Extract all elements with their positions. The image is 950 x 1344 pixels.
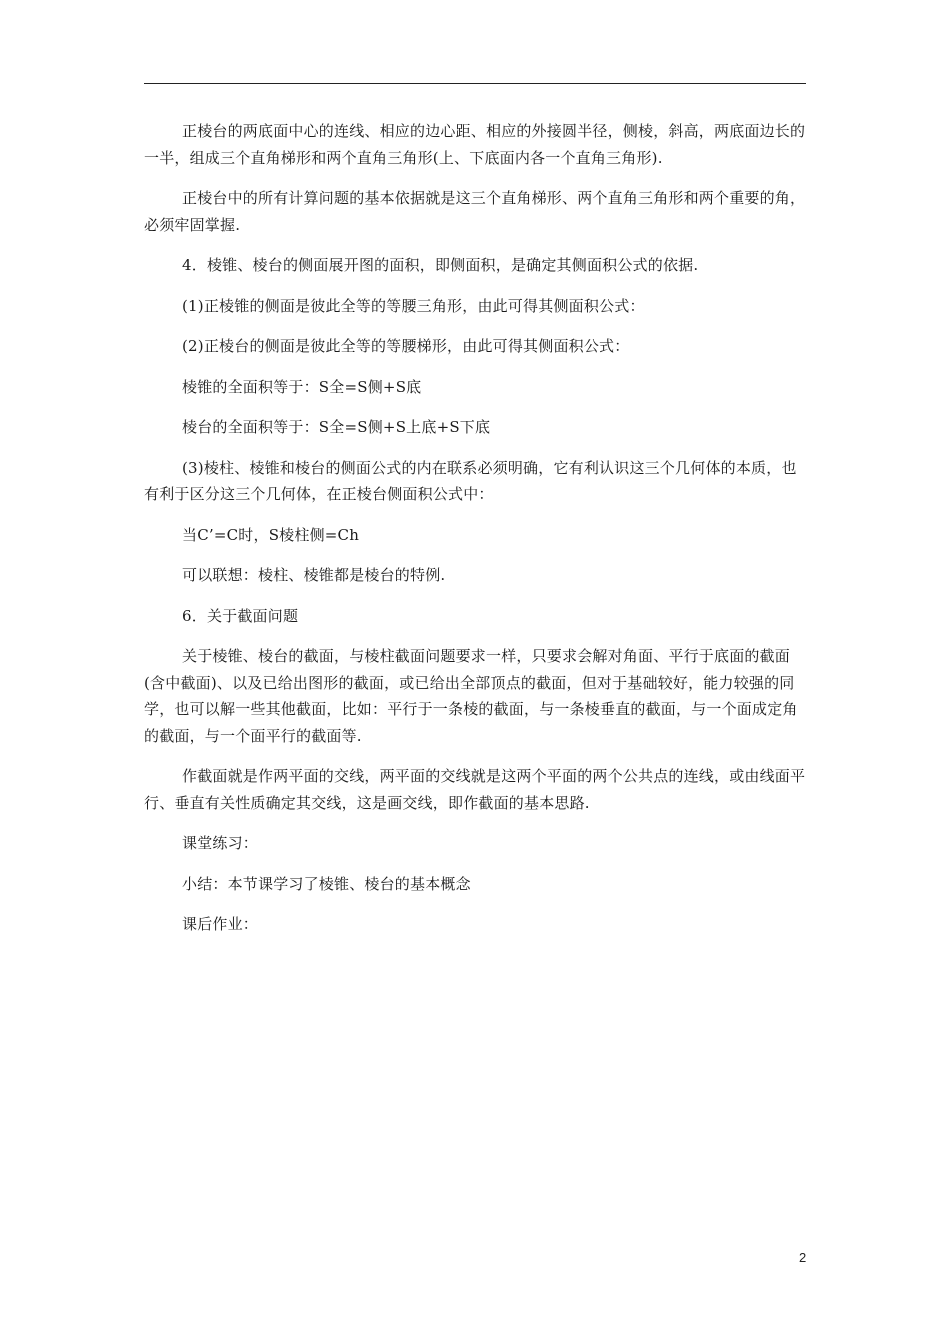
- paragraph: 课后作业：: [182, 915, 259, 933]
- section-heading: 6．关于截面问题: [182, 606, 299, 625]
- paragraph: 关于棱锥、棱台的截面，与棱柱截面问题要求一样，只要求会解对角面、平行于底面的截面(含中截面)、以及已给出图形的截面，或已给出全部顶点的截面，但对于基础较好，能力较强的同学，也可以解一些其他截面，比如：平行于一条棱的截面，与一条棱垂直的截面，与一个面成定角的截面，与一个面平行的截面等.: [144, 647, 798, 745]
- paragraph: (2)正棱台的侧面是彼此全等的等腰梯形，由此可得其侧面积公式：: [182, 337, 630, 355]
- paragraph: 棱锥的全面积等于：S全=S侧+S底: [182, 377, 422, 396]
- paragraph: 小结：本节课学习了棱锥、棱台的基本概念: [182, 874, 471, 893]
- paragraph: 作截面就是作两平面的交线，两平面的交线就是这两个平面的两个公共点的连线，或由线面平行、垂直有关性质确定其交线，这是画交线，即作截面的基本思路.: [144, 767, 806, 812]
- paragraph: 课堂练习：: [182, 834, 259, 852]
- paragraph: 正棱台的两底面中心的连线、相应的边心距、相应的外接圆半径，侧棱，斜高，两底面边长的一半，组成三个直角梯形和两个直角三角形(上、下底面内各一个直角三角形).: [144, 122, 806, 167]
- paragraph: 当C’=C时，S棱柱侧=Ch: [182, 525, 360, 544]
- paragraph: (3)棱柱、棱锥和棱台的侧面公式的内在联系必须明确，它有利认识这三个几何体的本质，也有利于区分这三个几何体，在正棱台侧面积公式中：: [144, 458, 797, 503]
- paragraph: (1)正棱锥的侧面是彼此全等的等腰三角形，由此可得其侧面积公式：: [182, 296, 645, 315]
- paragraph: 可以联想：棱柱、棱锥都是棱台的特例.: [182, 566, 446, 584]
- paragraph: 4．棱锥、棱台的侧面展开图的面积，即侧面积，是确定其侧面积公式的依据.: [182, 256, 699, 274]
- document-body: [144, 118, 810, 952]
- page-number: 2: [799, 1250, 807, 1265]
- paragraph: 棱台的全面积等于：S全=S侧+S上底+S下底: [182, 418, 491, 436]
- paragraph: 正棱台中的所有计算问题的基本依据就是这三个直角梯形、两个直角三角形和两个重要的角，必须牢固掌握.: [144, 189, 806, 234]
- header-rule: [144, 83, 806, 84]
